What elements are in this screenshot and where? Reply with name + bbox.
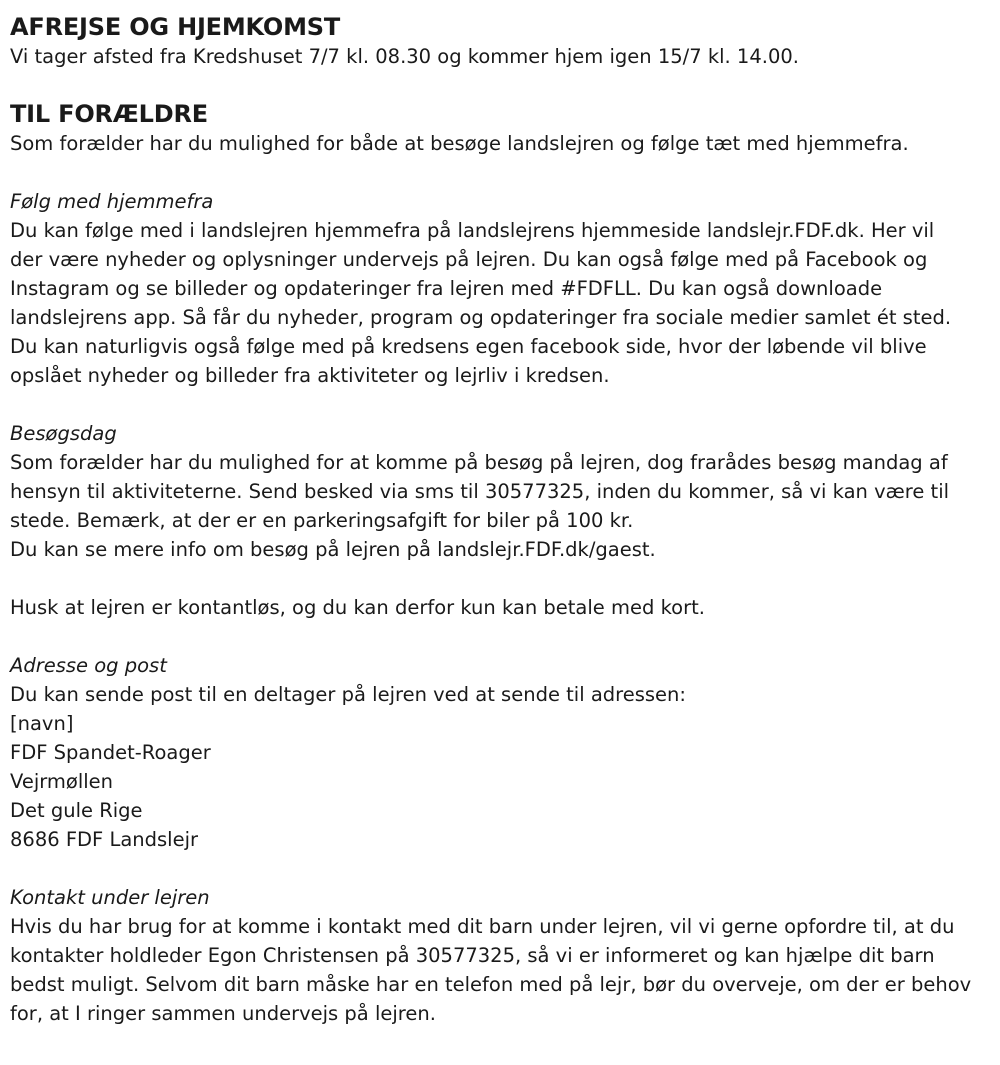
contact-subheading: Kontakt under lejren bbox=[10, 886, 210, 909]
visit-line: Som forælder har du mulighed for at komme på besøg på lejren, dog frarådes besøg mandag af bbox=[10, 451, 948, 474]
contact-line: bedst muligt. Selvom dit barn måske har en telefon med på lejr, bør du overveje, om der er behov bbox=[10, 973, 972, 996]
visit-paragraph bbox=[10, 448, 995, 564]
follow-line: Du kan følge med i landslejren hjemmefra på landslejrens hjemmeside landslejr.FDF.dk. Her vil bbox=[10, 219, 935, 242]
departure-text: Vi tager afsted fra Kredshuset 7/7 kl. 08.30 og kommer hjem igen 15/7 kl. 14.00. bbox=[10, 45, 799, 68]
spacer bbox=[10, 854, 995, 883]
section-heading-departure: AFREJSE OG HJEMKOMST bbox=[10, 13, 341, 41]
address-block bbox=[10, 680, 995, 854]
follow-subheading: Følg med hjemmefra bbox=[10, 190, 214, 213]
follow-line: landslejrens app. Så får du nyheder, program og opdateringer fra sociale medier samlet ét sted. bbox=[10, 306, 952, 329]
visit-subheading: Besøgsdag bbox=[10, 422, 117, 445]
follow-line: opslået nyheder og billeder fra aktiviteter og lejrliv i kredsen. bbox=[10, 364, 610, 387]
visit-line: stede. Bemærk, at der er en parkeringsafgift for biler på 100 kr. bbox=[10, 509, 634, 532]
visit-line: hensyn til aktiviteterne. Send besked via sms til 30577325, inden du kommer, så vi kan være til bbox=[10, 480, 950, 503]
follow-line: der være nyheder og oplysninger undervejs på lejren. Du kan også følge med på Facebook og bbox=[10, 248, 928, 271]
document-page bbox=[10, 12, 995, 1028]
cashless-text: Husk at lejren er kontantløs, og du kan derfor kun kan betale med kort. bbox=[10, 596, 705, 619]
spacer bbox=[10, 622, 995, 651]
address-line: FDF Spandet-Roager bbox=[10, 741, 211, 764]
address-subheading: Adresse og post bbox=[10, 654, 167, 677]
follow-line: Du kan naturligvis også følge med på kredsens egen facebook side, hvor der løbende vil blive bbox=[10, 335, 927, 358]
parents-intro-text: Som forælder har du mulighed for både at besøge landslejren og følge tæt med hjemmefra. bbox=[10, 132, 909, 155]
visit-line: Du kan se mere info om besøg på lejren på landslejr.FDF.dk/gaest. bbox=[10, 538, 656, 561]
section-heading-parents: TIL FORÆLDRE bbox=[10, 100, 208, 128]
address-line: [navn] bbox=[10, 712, 74, 735]
contact-line: for, at I ringer sammen undervejs på lejren. bbox=[10, 1002, 436, 1025]
address-line: Vejrmøllen bbox=[10, 770, 114, 793]
address-line: Det gule Rige bbox=[10, 799, 143, 822]
address-line: Du kan sende post til en deltager på lejren ved at sende til adressen: bbox=[10, 683, 686, 706]
address-line: 8686 FDF Landslejr bbox=[10, 828, 199, 851]
spacer bbox=[10, 158, 995, 187]
follow-line: Instagram og se billeder og opdateringer fra lejren med #FDFLL. Du kan også downloade bbox=[10, 277, 883, 300]
contact-paragraph bbox=[10, 912, 995, 1028]
spacer bbox=[10, 564, 995, 593]
contact-line: kontakter holdleder Egon Christensen på 30577325, så vi er informeret og kan hjælpe dit barn bbox=[10, 944, 935, 967]
spacer bbox=[10, 390, 995, 419]
contact-line: Hvis du har brug for at komme i kontakt med dit barn under lejren, vil vi gerne opfordre til, at du bbox=[10, 915, 955, 938]
spacer bbox=[10, 71, 995, 99]
follow-paragraph bbox=[10, 216, 995, 390]
